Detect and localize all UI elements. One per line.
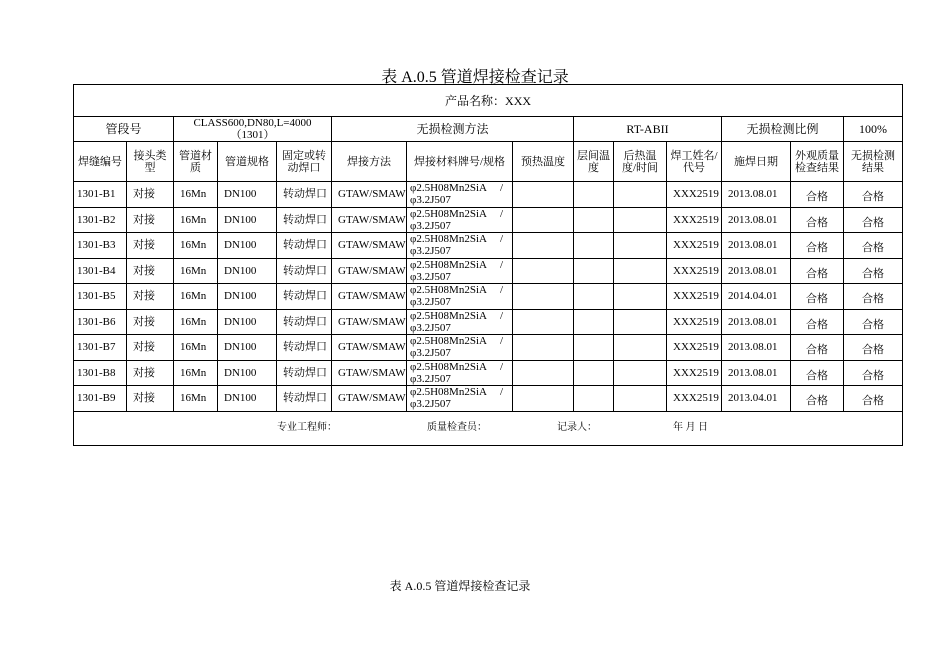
engineer-label: 专业工程师： bbox=[277, 422, 337, 433]
cell-empty bbox=[513, 207, 574, 233]
cell-empty bbox=[614, 335, 667, 361]
cell-joint: 对接 bbox=[127, 233, 174, 259]
cell-welder: XXX2519 bbox=[667, 258, 722, 284]
cell-empty bbox=[513, 386, 574, 412]
cell-date: 2013.04.01 bbox=[722, 386, 791, 412]
cell-fix: 转动焊口 bbox=[277, 284, 332, 310]
product-label: 产品名称： bbox=[445, 93, 506, 108]
cell-method: GTAW/SMAW bbox=[332, 386, 407, 412]
ndt-method-value: RT-ABII bbox=[574, 117, 722, 142]
electrode: φ3.2J507 bbox=[410, 270, 451, 283]
filler-wire: φ2.5H08Mn2SiA bbox=[410, 207, 487, 220]
cell-id: 1301-B7 bbox=[74, 335, 127, 361]
table-row bbox=[74, 258, 903, 284]
cell-empty bbox=[614, 258, 667, 284]
cell-welder: XXX2519 bbox=[667, 309, 722, 335]
table-row bbox=[74, 386, 903, 412]
cell-empty bbox=[513, 360, 574, 386]
cell-ndt: 合格 bbox=[844, 233, 903, 259]
table-row bbox=[74, 207, 903, 233]
col-header: 接头类型 bbox=[127, 142, 174, 182]
filler-wire: φ2.5H08Mn2SiA bbox=[410, 182, 487, 195]
cell-visual: 合格 bbox=[791, 182, 844, 208]
col-header: 管道规格 bbox=[218, 142, 277, 182]
electrode: φ3.2J507 bbox=[410, 321, 451, 334]
cell-id: 1301-B5 bbox=[74, 284, 127, 310]
cell-empty bbox=[614, 386, 667, 412]
cell-fix: 转动焊口 bbox=[277, 309, 332, 335]
cell-date: 2013.08.01 bbox=[722, 335, 791, 361]
cell-spec: DN100 bbox=[218, 207, 277, 233]
cell-visual: 合格 bbox=[791, 233, 844, 259]
cell-method: GTAW/SMAW bbox=[332, 284, 407, 310]
cell-spec: DN100 bbox=[218, 284, 277, 310]
electrode: φ3.2J507 bbox=[410, 347, 451, 360]
electrode: φ3.2J507 bbox=[410, 372, 451, 385]
cell-date: 2013.08.01 bbox=[722, 207, 791, 233]
table-body bbox=[74, 182, 903, 412]
cell-joint: 对接 bbox=[127, 258, 174, 284]
col-header: 预热温度 bbox=[513, 142, 574, 182]
cell-weld-material bbox=[407, 258, 513, 284]
col-header: 后热温度/时间 bbox=[614, 142, 667, 182]
cell-ndt: 合格 bbox=[844, 309, 903, 335]
cell-visual: 合格 bbox=[791, 360, 844, 386]
col-header: 焊缝编号 bbox=[74, 142, 127, 182]
cell-weld-material bbox=[407, 335, 513, 361]
cell-material: 16Mn bbox=[174, 335, 218, 361]
cell-empty bbox=[513, 284, 574, 310]
col-header: 无损检测结果 bbox=[844, 142, 903, 182]
recorder-label: 记录人： bbox=[557, 422, 597, 433]
cell-empty bbox=[614, 182, 667, 208]
cell-empty bbox=[574, 309, 614, 335]
cell-material: 16Mn bbox=[174, 207, 218, 233]
signature-row bbox=[74, 411, 903, 445]
cell-spec: DN100 bbox=[218, 233, 277, 259]
separator: / bbox=[499, 309, 503, 322]
cell-date: 2013.08.01 bbox=[722, 360, 791, 386]
cell-method: GTAW/SMAW bbox=[332, 335, 407, 361]
cell-fix: 转动焊口 bbox=[277, 360, 332, 386]
cell-visual: 合格 bbox=[791, 207, 844, 233]
cell-empty bbox=[574, 258, 614, 284]
ndt-method-label: 无损检测方法 bbox=[332, 117, 574, 142]
cell-empty bbox=[513, 182, 574, 208]
col-header: 焊工姓名/代号 bbox=[667, 142, 722, 182]
cell-empty bbox=[574, 207, 614, 233]
cell-joint: 对接 bbox=[127, 284, 174, 310]
separator: / bbox=[499, 258, 503, 271]
cell-joint: 对接 bbox=[127, 360, 174, 386]
table-row bbox=[74, 284, 903, 310]
electrode: φ3.2J507 bbox=[410, 219, 451, 232]
cell-spec: DN100 bbox=[218, 335, 277, 361]
cell-empty bbox=[574, 233, 614, 259]
separator: / bbox=[499, 386, 503, 399]
cell-empty bbox=[513, 233, 574, 259]
cell-empty bbox=[614, 233, 667, 259]
cell-id: 1301-B1 bbox=[74, 182, 127, 208]
cell-weld-material bbox=[407, 386, 513, 412]
filler-wire: φ2.5H08Mn2SiA bbox=[410, 233, 487, 246]
cell-welder: XXX2519 bbox=[667, 335, 722, 361]
cell-id: 1301-B6 bbox=[74, 309, 127, 335]
separator: / bbox=[499, 182, 503, 195]
col-header: 固定或转动焊口 bbox=[277, 142, 332, 182]
cell-joint: 对接 bbox=[127, 386, 174, 412]
cell-method: GTAW/SMAW bbox=[332, 233, 407, 259]
cell-material: 16Mn bbox=[174, 258, 218, 284]
cell-spec: DN100 bbox=[218, 360, 277, 386]
table-row bbox=[74, 360, 903, 386]
table-row bbox=[74, 309, 903, 335]
filler-wire: φ2.5H08Mn2SiA bbox=[410, 284, 487, 297]
cell-welder: XXX2519 bbox=[667, 284, 722, 310]
electrode: φ3.2J507 bbox=[410, 296, 451, 309]
cell-welder: XXX2519 bbox=[667, 182, 722, 208]
cell-visual: 合格 bbox=[791, 309, 844, 335]
weld-inspection-table bbox=[73, 84, 903, 446]
filler-wire: φ2.5H08Mn2SiA bbox=[410, 258, 487, 271]
cell-spec: DN100 bbox=[218, 386, 277, 412]
cell-empty bbox=[574, 284, 614, 310]
ndt-ratio-value: 100% bbox=[844, 117, 903, 142]
cell-material: 16Mn bbox=[174, 182, 218, 208]
cell-date: 2013.08.01 bbox=[722, 309, 791, 335]
segment-value: CLASS600,DN80,L=4000（1301） bbox=[174, 117, 332, 142]
column-header-row bbox=[74, 142, 903, 182]
electrode: φ3.2J507 bbox=[410, 194, 451, 207]
cell-empty bbox=[574, 335, 614, 361]
cell-method: GTAW/SMAW bbox=[332, 309, 407, 335]
cell-empty bbox=[574, 182, 614, 208]
cell-id: 1301-B8 bbox=[74, 360, 127, 386]
cell-fix: 转动焊口 bbox=[277, 386, 332, 412]
cell-weld-material bbox=[407, 360, 513, 386]
cell-fix: 转动焊口 bbox=[277, 182, 332, 208]
col-header: 焊接方法 bbox=[332, 142, 407, 182]
cell-fix: 转动焊口 bbox=[277, 233, 332, 259]
cell-weld-material bbox=[407, 309, 513, 335]
table-row bbox=[74, 182, 903, 208]
col-header: 施焊日期 bbox=[722, 142, 791, 182]
filler-wire: φ2.5H08Mn2SiA bbox=[410, 360, 487, 373]
separator: / bbox=[499, 335, 503, 348]
cell-welder: XXX2519 bbox=[667, 386, 722, 412]
col-header: 外观质量检查结果 bbox=[791, 142, 844, 182]
cell-weld-material bbox=[407, 182, 513, 208]
cell-material: 16Mn bbox=[174, 284, 218, 310]
cell-method: GTAW/SMAW bbox=[332, 258, 407, 284]
separator: / bbox=[499, 360, 503, 373]
cell-id: 1301-B4 bbox=[74, 258, 127, 284]
filler-wire: φ2.5H08Mn2SiA bbox=[410, 335, 487, 348]
cell-empty bbox=[614, 309, 667, 335]
cell-joint: 对接 bbox=[127, 207, 174, 233]
cell-empty bbox=[513, 335, 574, 361]
col-header: 管道材质 bbox=[174, 142, 218, 182]
cell-visual: 合格 bbox=[791, 258, 844, 284]
cell-ndt: 合格 bbox=[844, 335, 903, 361]
cell-method: GTAW/SMAW bbox=[332, 182, 407, 208]
cell-visual: 合格 bbox=[791, 386, 844, 412]
cell-spec: DN100 bbox=[218, 182, 277, 208]
cell-ndt: 合格 bbox=[844, 360, 903, 386]
cell-fix: 转动焊口 bbox=[277, 258, 332, 284]
electrode: φ3.2J507 bbox=[410, 398, 451, 411]
cell-joint: 对接 bbox=[127, 335, 174, 361]
cell-material: 16Mn bbox=[174, 360, 218, 386]
segment-label: 管段号 bbox=[74, 117, 174, 142]
cell-fix: 转动焊口 bbox=[277, 207, 332, 233]
cell-empty bbox=[614, 284, 667, 310]
cell-date: 2014.04.01 bbox=[722, 284, 791, 310]
cell-weld-material bbox=[407, 233, 513, 259]
cell-weld-material bbox=[407, 207, 513, 233]
footer-title: 表 A.0.5 管道焊接检查记录 bbox=[389, 579, 531, 593]
cell-empty bbox=[513, 258, 574, 284]
page-title: 表 A.0.5 管道焊接检查记录 bbox=[381, 69, 569, 86]
table-row bbox=[74, 335, 903, 361]
inspector-label: 质量检查员： bbox=[427, 422, 487, 433]
cell-empty bbox=[513, 309, 574, 335]
cell-spec: DN100 bbox=[218, 309, 277, 335]
cell-welder: XXX2519 bbox=[667, 360, 722, 386]
col-header: 焊接材料牌号/规格 bbox=[407, 142, 513, 182]
cell-empty bbox=[614, 207, 667, 233]
filler-wire: φ2.5H08Mn2SiA bbox=[410, 309, 487, 322]
cell-weld-material bbox=[407, 284, 513, 310]
cell-date: 2013.08.01 bbox=[722, 182, 791, 208]
cell-ndt: 合格 bbox=[844, 386, 903, 412]
electrode: φ3.2J507 bbox=[410, 245, 451, 258]
cell-empty bbox=[614, 360, 667, 386]
cell-id: 1301-B9 bbox=[74, 386, 127, 412]
cell-joint: 对接 bbox=[127, 309, 174, 335]
separator: / bbox=[499, 233, 503, 246]
table-row bbox=[74, 233, 903, 259]
separator: / bbox=[499, 207, 503, 220]
cell-id: 1301-B3 bbox=[74, 233, 127, 259]
product-name-cell bbox=[74, 85, 903, 117]
product-value: XXX bbox=[505, 93, 532, 108]
ndt-ratio-label: 无损检测比例 bbox=[722, 117, 844, 142]
filler-wire: φ2.5H08Mn2SiA bbox=[410, 386, 487, 399]
cell-spec: DN100 bbox=[218, 258, 277, 284]
cell-ndt: 合格 bbox=[844, 258, 903, 284]
cell-date: 2013.08.01 bbox=[722, 258, 791, 284]
cell-ndt: 合格 bbox=[844, 207, 903, 233]
cell-welder: XXX2519 bbox=[667, 233, 722, 259]
cell-material: 16Mn bbox=[174, 309, 218, 335]
cell-empty bbox=[574, 386, 614, 412]
cell-ndt: 合格 bbox=[844, 182, 903, 208]
cell-id: 1301-B2 bbox=[74, 207, 127, 233]
separator: / bbox=[499, 284, 503, 297]
cell-method: GTAW/SMAW bbox=[332, 360, 407, 386]
cell-material: 16Mn bbox=[174, 386, 218, 412]
col-header: 层间温度 bbox=[574, 142, 614, 182]
cell-empty bbox=[574, 360, 614, 386]
cell-visual: 合格 bbox=[791, 335, 844, 361]
date-label: 年 月 日 bbox=[673, 422, 708, 433]
cell-material: 16Mn bbox=[174, 233, 218, 259]
cell-welder: XXX2519 bbox=[667, 207, 722, 233]
cell-joint: 对接 bbox=[127, 182, 174, 208]
cell-date: 2013.08.01 bbox=[722, 233, 791, 259]
cell-fix: 转动焊口 bbox=[277, 335, 332, 361]
cell-ndt: 合格 bbox=[844, 284, 903, 310]
cell-visual: 合格 bbox=[791, 284, 844, 310]
cell-method: GTAW/SMAW bbox=[332, 207, 407, 233]
